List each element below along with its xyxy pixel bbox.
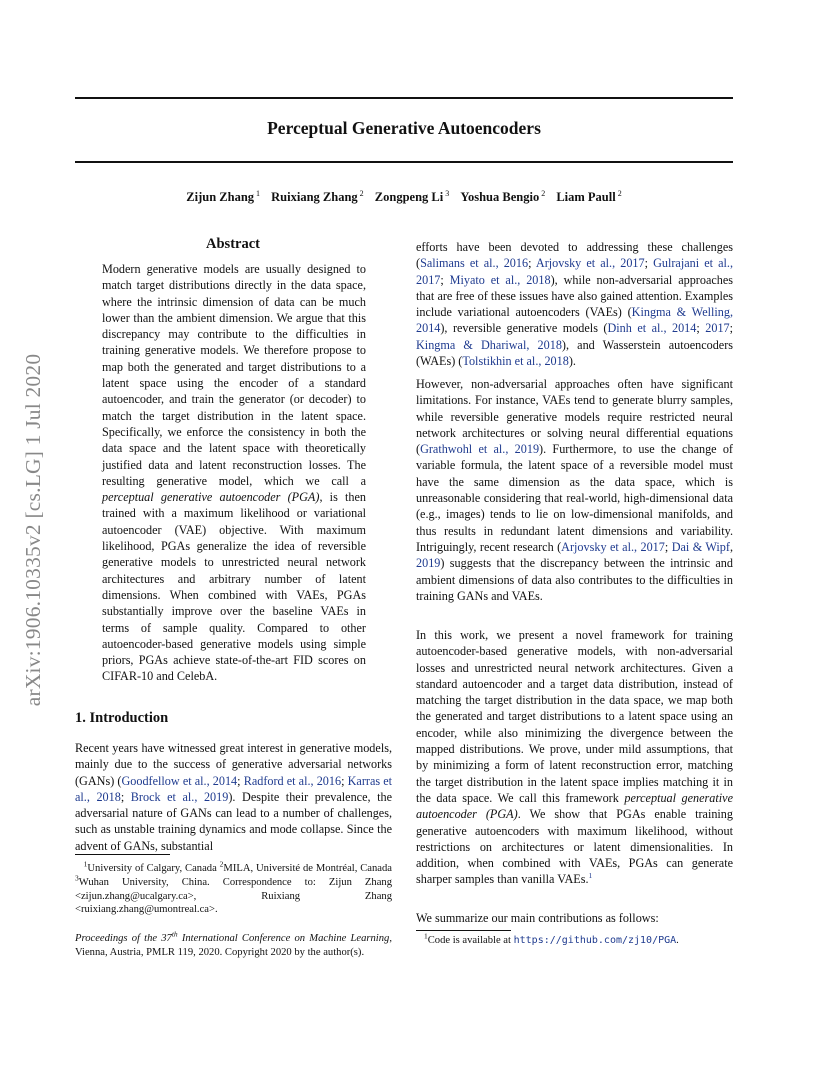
citation-link[interactable]: 2019	[416, 556, 441, 571]
intro-paragraph: We summarize our main contributions as follows:	[416, 911, 659, 925]
citation-link[interactable]: Karras et al., 2018	[75, 773, 393, 804]
citation-link[interactable]: Arjovsky et al., 2017	[535, 256, 645, 271]
citation-link[interactable]: Gulrajani et al., 2017	[416, 256, 733, 287]
arxiv-identifier: arXiv:1906.10335v2 [cs.LG] 1 Jul 2020	[21, 353, 45, 707]
title-bottom-rule	[75, 161, 733, 163]
code-url-link[interactable]: https://github.com/zj10/PGA	[513, 935, 677, 946]
author: Liam Paull $^2$	[556, 188, 622, 204]
author: Zongpeng Li $^3$	[374, 188, 450, 204]
author: Yoshua Bengio $^2$	[460, 188, 546, 204]
citation-link[interactable]: Kingma & Welling, 2014	[416, 305, 733, 336]
abstract-body: Modern generative models are usually designed to match target distributions directly in the data space, where the intrinsic dimension of data can be much lower than the ambient dimension. We argue that this discrepancy may contribute to the difficulties in training generative models. We therefore propose to map both the generated and target distributions to a latent space using the encoder of a standard autoencoder, and train the generator (or decoder) to match the target distribution in the latent space. Specifically, we enforce the consistency in both the data space and the latent space with theoretically justified data and latent reconstruction losses. The resulting generative model, which we call a perceptual generative autoencoder (PGA), is then trained with a maximum likelihood or variational autoencoder (VAE) objective. With maximum likelihood, PGAs generalize the idea of reversible generative models to unrestricted neural network architectures and arbitrary number of latent dimensions. When combined with VAEs, PGAs substantially improve over the baseline VAEs in terms of sample quality. Compared to other autoencoder-based generative models using simple priors, PGAs achieve state-of-the-art FID scores on CIFAR-10 and CelebA.	[102, 262, 366, 684]
top-rule	[75, 97, 733, 99]
footnote-marker[interactable]: 1	[588, 871, 593, 881]
citation-link[interactable]: Dai & Wipf	[671, 539, 730, 554]
citation-link[interactable]: Arjovsky et al., 2017	[561, 539, 665, 554]
citation-link[interactable]: Tolstikhin et al., 2018	[462, 354, 569, 369]
proceedings-note: Proceedings of the 37th International Conference on Machine Learning, Vienna, Austria, PMLR 119, 2020. Copyright 2020 by the author(s).	[75, 929, 392, 958]
intro-paragraph: In this work, we present a novel framework for training autoencoder-based generative models, with non-adversarial losses and unrestricted neural network architectures. Given a standard autoencoder and a target data distribution, instead of matching the target distribution in the data space, we map both the generated and target distributions to a latent space using an encoder, while also minimizing the divergence between the mapped distributions. We prove, under mild assumptions, that by minimizing a form of latent reconstruction error, matching the target distribution in the latent space implies matching it in the data space. We call this framework perceptual generative autoencoder (PGA). We show that PGAs enable training generative autoencoders with maximum likelihood, without restrictions on architectures or latent dimensionalities. In addition, when combined with VAEs, PGAs can generate sharper samples than vanilla VAEs.$^1$	[416, 628, 733, 887]
citation-link[interactable]: Kingma & Dhariwal, 2018	[416, 337, 562, 352]
citation-link[interactable]: Brock et al., 2019	[130, 789, 229, 804]
citation-link[interactable]: 2017	[705, 321, 730, 336]
footnote-rule	[416, 930, 511, 931]
paper-title: Perceptual Generative Autoencoders	[267, 118, 541, 138]
section-heading-introduction: 1. Introduction	[75, 710, 169, 726]
citation-link[interactable]: Salimans et al., 2016	[420, 256, 529, 271]
footnote-rule	[75, 854, 170, 855]
abstract-heading: Abstract	[206, 236, 260, 252]
author-list	[75, 190, 733, 205]
author: Ruixiang Zhang $^2$	[271, 188, 364, 204]
author: Zijun Zhang $^1$	[186, 188, 261, 204]
intro-paragraph: However, non-adversarial approaches often have significant limitations. For instance, VAEs tend to generate blurry samples, while reversible generative models require restricted neural network architectures or solving neural differential equations (Grathwohl et al., 2019). Furthermore, to use the change of variable formula, the latent space of a reversible model must have the same dimension as the data space, which is unreasonable considering that real-world, high-dimensional data (e.g., images) tends to lie on low-dimensional manifolds, and thus results in redundant latent dimensions and variability. Intriguingly, recent research (Arjovsky et al., 2017; Dai & Wipf, 2019) suggests that the discrepancy between the intrinsic and ambient dimensions of data also contributes to the difficulties in training GANs and VAEs.	[416, 377, 733, 603]
affiliation-footnote: $^1$University of Calgary, Canada $^2$MILA, Université de Montréal, Canada $^3$Wuhan University, China. Correspondence to: Zijun Zhang <zijun.zhang@ucalgary.ca>, Ruixiang Zhang <ruixiang.zhang@umontreal.ca>.	[75, 859, 392, 916]
citation-link[interactable]: Miyato et al., 2018	[449, 272, 551, 287]
citation-link[interactable]: Dinh et al., 2014	[607, 321, 697, 336]
citation-link[interactable]: Grathwohl et al., 2019	[420, 442, 540, 457]
intro-paragraph: efforts have been devoted to addressing these challenges (Salimans et al., 2016; Arjovsky et al., 2017; Gulrajani et al., 2017; Miyato et al., 2018), while non-adversarial approaches that are free of these issues have also gained attention. Examples include variational autoencoders (VAEs) (Kingma & Welling, 2014), reversible generative models (Dinh et al., 2014; 2017; Kingma & Dhariwal, 2018), and Wasserstein autoencoders (WAEs) (Tolstikhin et al., 2018).	[416, 240, 734, 369]
citation-link[interactable]: Radford et al., 2016	[243, 773, 342, 788]
intro-paragraph: Recent years have witnessed great interest in generative models, mainly due to the success of generative adversarial networks (GANs) (Goodfellow et al., 2014; Radford et al., 2016; Karras et al., 2018; Brock et al., 2019). Despite their prevalence, the adversarial nature of GANs can lead to a number of challenges, such as unstable training dynamics and mode collapse. Since the advent of GANs, substantial	[75, 741, 393, 853]
code-footnote: $^1$Code is available at https://github.com/zj10/PGA.	[423, 931, 679, 946]
citation-link[interactable]: Goodfellow et al., 2014	[121, 773, 238, 788]
